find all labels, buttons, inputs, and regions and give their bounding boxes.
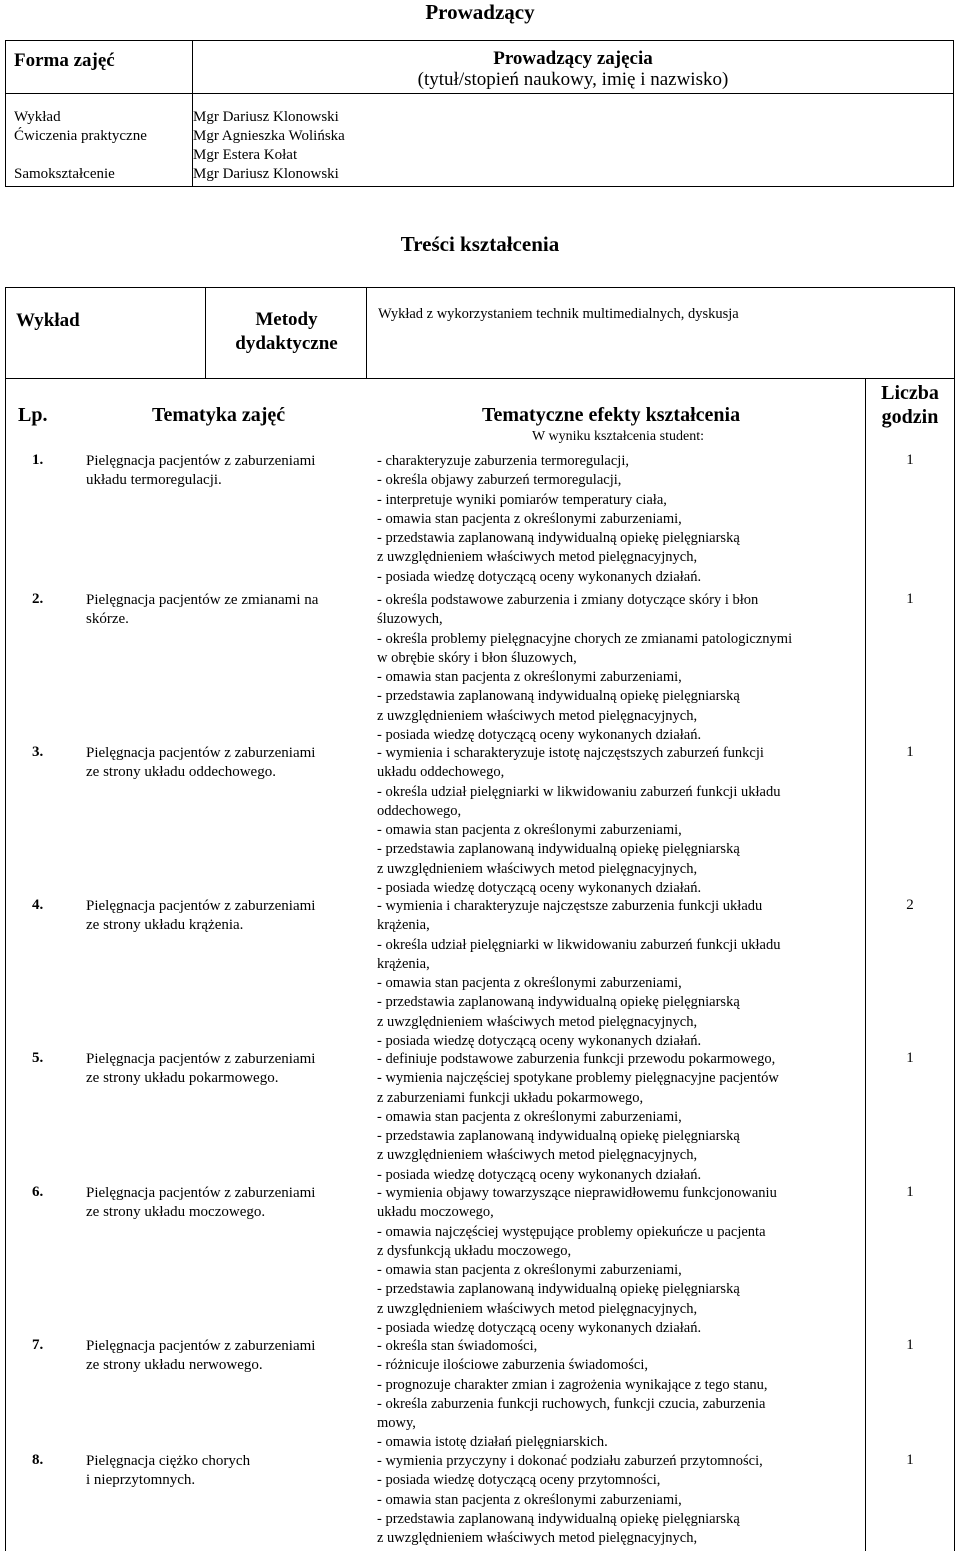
topic-line: Pielęgnacja pacjentów ze zmianami na xyxy=(86,592,319,608)
row-number: 8. xyxy=(32,1452,44,1468)
effect-line: - omawia stan pacjenta z określonymi zaburzeniami, xyxy=(377,822,682,839)
row-effects xyxy=(377,591,857,745)
topic-line: ze strony układu krążenia. xyxy=(86,917,244,933)
effect-line: z uwzględnieniem właściwych metod pielęgnacyjnych, xyxy=(377,1147,698,1164)
effect-line: - charakteryzuje zaburzenia termoregulacji, xyxy=(377,453,629,469)
effect-line: - określa udział pielęgniarki w likwidowaniu zaburzeń funkcji układu xyxy=(377,936,781,953)
effect-line: - posiada wiedzę dotyczącą oceny przytomności, xyxy=(377,1472,661,1489)
topic-line: Pielęgnacja ciężko chorych xyxy=(86,1453,251,1469)
effect-line: - przedstawia zaplanowaną indywidualną opiekę pielęgniarską xyxy=(377,841,740,858)
effect-line: krążenia, xyxy=(377,955,430,972)
effect-line: - wymienia najczęściej spotykane problemy pielęgnacyjne pacjentów xyxy=(377,1070,779,1087)
effect-line: mowy, xyxy=(377,1415,416,1432)
row-hours: 1 xyxy=(906,1452,914,1468)
row-topic xyxy=(86,452,361,490)
row-hours: 1 xyxy=(906,1050,914,1066)
methods-label xyxy=(207,288,367,378)
hours-header-line1: Liczba xyxy=(881,382,939,404)
effect-line: - przedstawia zaplanowaną indywidualną opiekę pielęgniarską xyxy=(377,1510,740,1527)
effect-line: - posiada wiedzę dotyczącą oceny wykonanych działań. xyxy=(377,880,702,897)
lp-header: Lp. xyxy=(18,404,48,426)
topic-line: skórze. xyxy=(86,611,129,627)
effect-line: z uwzględnieniem właściwych metod pielęgnacyjnych, xyxy=(377,549,698,566)
effect-line: - omawia stan pacjenta z określonymi zaburzeniami, xyxy=(377,1491,682,1508)
row-hours: 1 xyxy=(906,744,914,760)
hours-header xyxy=(866,381,954,429)
row-effects xyxy=(377,1050,857,1185)
effect-line: - określa problemy pielęgnacyjne chorych ze zmianami patologicznymi xyxy=(377,630,793,647)
row-number: 3. xyxy=(32,744,44,760)
hours-header-line2: godzin xyxy=(881,406,939,428)
teacher-header xyxy=(193,41,954,94)
effect-line: z uwzględnieniem właściwych metod pielęgnacyjnych, xyxy=(377,1300,698,1317)
row-topic xyxy=(86,744,361,782)
effect-line: układu oddechowego, xyxy=(377,764,505,781)
topic-line: Pielęgnacja pacjentów z zaburzeniami xyxy=(86,453,316,469)
topic-line: ze strony układu pokarmowego. xyxy=(86,1070,279,1086)
topic-line: Pielęgnacja pacjentów z zaburzeniami xyxy=(86,1051,316,1067)
effect-line: - określa podstawowe zaburzenia i zmiany dotyczące skóry i błon xyxy=(377,592,759,608)
row-topic xyxy=(86,1452,361,1490)
effect-line: - omawia stan pacjenta z określonymi zaburzeniami, xyxy=(377,510,682,527)
effect-line: - posiada wiedzę dotyczącą oceny wykonanych działań. xyxy=(377,1166,702,1183)
effect-line: z uwzględnieniem właściwych metod pielęgnacyjnych, xyxy=(377,707,698,724)
effect-line: - omawia istotę działań pielęgniarskich. xyxy=(377,1434,608,1451)
effect-line: - omawia najczęściej występujące problemy opiekuńcze u pacjenta xyxy=(377,1223,766,1240)
row-topic xyxy=(86,1050,361,1088)
topic-header: Tematyka zajęć xyxy=(152,404,286,426)
effect-line: - przedstawia zaplanowaną indywidualną opiekę pielęgniarską xyxy=(377,1281,740,1298)
row-hours: 1 xyxy=(906,452,914,468)
effect-line: - określa objawy zaburzeń termoregulacji, xyxy=(377,472,622,489)
teachers-cell xyxy=(193,94,954,187)
topic-line: ze strony układu nerwowego. xyxy=(86,1357,263,1373)
effect-line: - prognozuje charakter zmian i zagrożenia wynikające z tego stanu, xyxy=(377,1376,768,1393)
row-number: 2. xyxy=(32,591,44,607)
row-number: 5. xyxy=(32,1050,44,1066)
form-item: Ćwiczenia praktyczne xyxy=(14,128,147,144)
effect-line: - posiada wiedzę dotyczącą oceny wykonanych działań. xyxy=(377,727,702,744)
teacher-header-sub: (tytuł/stopień naukowy, imię i nazwisko) xyxy=(417,69,729,90)
effect-line: - omawia stan pacjenta z określonymi zaburzeniami, xyxy=(377,975,682,992)
page-title: Prowadzący xyxy=(425,0,535,24)
effect-line: - definiuje podstawowe zaburzenia funkcji przewodu pokarmowego, xyxy=(377,1051,776,1067)
effect-line: - wymienia i scharakteryzuje istotę najczęstszych zaburzeń funkcji xyxy=(377,745,764,761)
topic-line: układu termoregulacji. xyxy=(86,472,222,488)
row-number: 1. xyxy=(32,452,44,468)
effect-line: - przedstawia zaplanowaną indywidualną opiekę pielęgniarską xyxy=(377,688,740,705)
teacher-name: Mgr Estera Kołat xyxy=(193,147,298,163)
effects-header: Tematyczne efekty kształcenia xyxy=(482,404,741,426)
row-effects xyxy=(377,744,857,898)
methods-label-line2: dydaktyczne xyxy=(235,333,338,354)
form-item: Wykład xyxy=(14,109,61,125)
effect-line: - określa udział pielęgniarki w likwidowaniu zaburzeń funkcji układu xyxy=(377,783,781,800)
teachers-table xyxy=(5,40,954,187)
row-hours: 1 xyxy=(906,591,914,607)
effect-line: z uwzględnieniem właściwych metod pielęgnacyjnych, xyxy=(377,860,698,877)
row-effects xyxy=(377,452,857,587)
effect-line: - omawia stan pacjenta z określonymi zaburzeniami, xyxy=(377,669,682,686)
row-topic xyxy=(86,1184,361,1222)
effect-line: - wymienia przyczyny i dokonać podziału zaburzeń przytomności, xyxy=(377,1453,763,1469)
effect-line: - interpretuje wyniki pomiarów temperatury ciała, xyxy=(377,491,667,508)
topic-line: Pielęgnacja pacjentów z zaburzeniami xyxy=(86,1338,316,1354)
effect-line: - omawia stan pacjenta z określonymi zaburzeniami, xyxy=(377,1108,682,1125)
row-number: 4. xyxy=(32,897,44,913)
forms-cell xyxy=(6,94,193,187)
row-number: 6. xyxy=(32,1184,44,1200)
topic-line: ze strony układu moczowego. xyxy=(86,1204,266,1220)
teacher-name: Mgr Dariusz Klonowski xyxy=(193,109,339,125)
row-hours: 2 xyxy=(906,897,914,913)
effect-line: - wymienia i charakteryzuje najczęstsze zaburzenia funkcji układu xyxy=(377,898,763,914)
effect-line: - określa zaburzenia funkcji ruchowych, funkcji czucia, zaburzenia xyxy=(377,1395,766,1412)
effects-subheader: W wyniku kształcenia student: xyxy=(532,429,704,444)
topic-line: Pielęgnacja pacjentów z zaburzeniami xyxy=(86,745,316,761)
effect-line: z zaburzeniami funkcji układu pokarmowego, xyxy=(377,1089,644,1106)
effect-line: - różnicuje ilościowe zaburzenia świadomości, xyxy=(377,1357,648,1374)
effect-line: z uwzględnieniem właściwych metod pielęgnacyjnych, xyxy=(377,1013,698,1030)
effect-line: - posiada wiedzę dotyczącą oceny wykonanych działań. xyxy=(377,1033,702,1050)
teacher-name: Mgr Agnieszka Wolińska xyxy=(193,128,345,144)
row-topic xyxy=(86,1337,361,1375)
row-effects xyxy=(377,1337,857,1453)
effect-line: - określa stan świadomości, xyxy=(377,1338,538,1354)
effect-line: w obrębie skóry i błon śluzowych, xyxy=(377,649,577,666)
methods-label-line1: Metody xyxy=(255,309,318,330)
effect-line: - przedstawia zaplanowaną indywidualną opiekę pielęgniarską xyxy=(377,530,740,547)
effect-line: - przedstawia zaplanowaną indywidualną opiekę pielęgniarską xyxy=(377,994,740,1011)
topic-line: Pielęgnacja pacjentów z zaburzeniami xyxy=(86,898,316,914)
row-effects xyxy=(377,897,857,1051)
effect-line: z uwzględnieniem właściwych metod pielęgnacyjnych, xyxy=(377,1530,698,1547)
effect-line: układu moczowego, xyxy=(377,1204,494,1221)
effect-line: - posiada wiedzę dotyczącą oceny wykonanych działań. xyxy=(377,568,702,585)
row-topic xyxy=(86,591,361,629)
topic-line: i nieprzytomnych. xyxy=(86,1472,196,1488)
effect-line: śluzowych, xyxy=(377,611,443,628)
form-item: Samokształcenie xyxy=(14,166,115,182)
teacher-header-title: Prowadzący zajęcia xyxy=(493,48,653,69)
effect-line: - omawia stan pacjenta z określonymi zaburzeniami, xyxy=(377,1262,682,1279)
effect-line: - przedstawia zaplanowaną indywidualną opiekę pielęgniarską xyxy=(377,1128,740,1145)
form-header: Forma zajęć xyxy=(6,41,193,94)
row-effects xyxy=(377,1452,857,1548)
lecture-label: Wykład xyxy=(6,288,206,378)
teacher-name: Mgr Dariusz Klonowski xyxy=(193,166,339,182)
lecture-methods-box xyxy=(5,287,955,379)
methods-value: Wykład z wykorzystaniem technik multimedialnych, dyskusja xyxy=(378,306,739,322)
row-topic xyxy=(86,897,361,935)
effect-line: krążenia, xyxy=(377,917,430,934)
topic-line: Pielęgnacja pacjentów z zaburzeniami xyxy=(86,1185,316,1201)
section-title: Treści kształcenia xyxy=(400,232,560,256)
row-hours: 1 xyxy=(906,1337,914,1353)
row-number: 7. xyxy=(32,1337,44,1353)
row-hours: 1 xyxy=(906,1184,914,1200)
row-effects xyxy=(377,1184,857,1338)
hours-column-divider xyxy=(865,378,866,1551)
effect-line: oddechowego, xyxy=(377,802,462,819)
topic-line: ze strony układu oddechowego. xyxy=(86,764,276,780)
effect-line: - wymienia objawy towarzyszące nieprawidłowemu funkcjonowaniu xyxy=(377,1185,777,1201)
effect-line: - posiada wiedzę dotyczącą oceny wykonanych działań. xyxy=(377,1320,702,1337)
effect-line: z dysfunkcją układu moczowego, xyxy=(377,1242,572,1259)
